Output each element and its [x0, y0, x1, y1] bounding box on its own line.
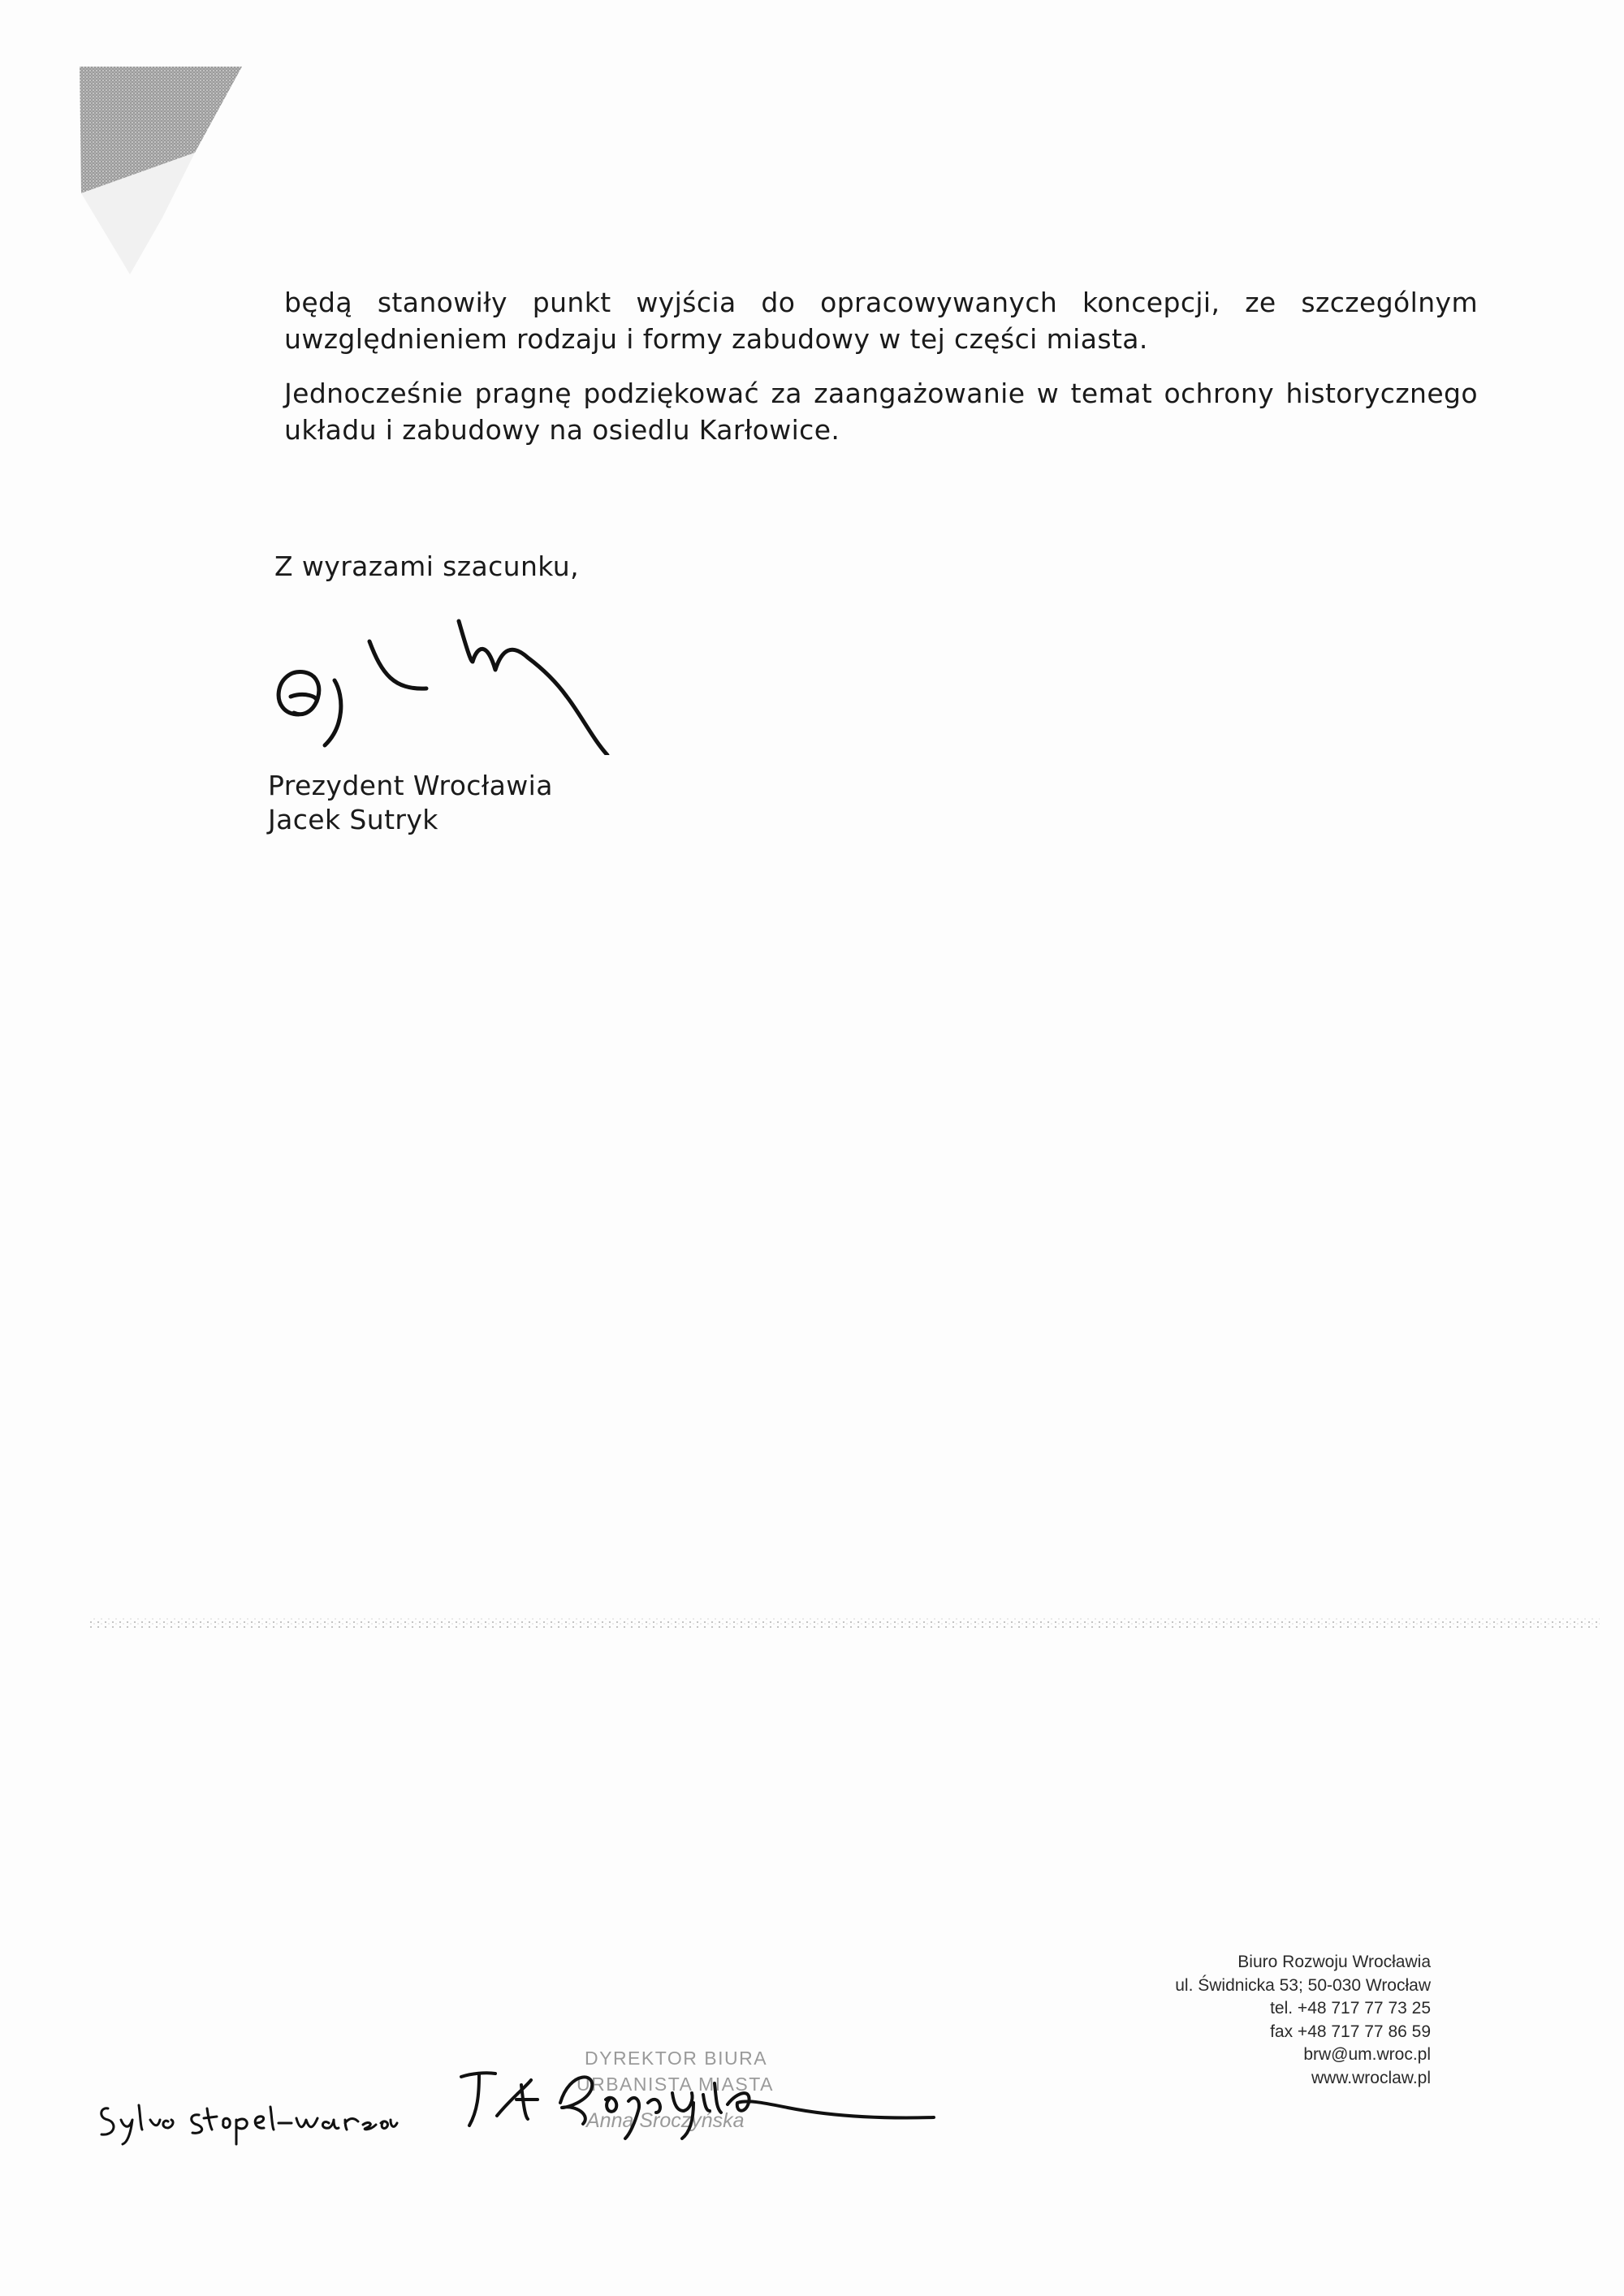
folded-corner-shadow: [73, 63, 244, 291]
handwritten-name-signature: [93, 2091, 402, 2147]
stamp-title: DYREKTOR BIURA: [585, 2048, 768, 2069]
closing-salutation: Z wyrazami szacunku,: [274, 550, 579, 582]
signatory-name: Jacek Sutryk: [268, 804, 438, 835]
scan-artifact-band: [89, 1616, 1600, 1630]
office-fax: fax +48 717 77 86 59: [1270, 2022, 1431, 2041]
body-paragraph-1: będą stanowiły punkt wyjścia do opracowywanych koncepcji, ze szczególnym uwzględnieniem rodzaju i formy zabudowy w tej części miasta.: [284, 287, 1478, 355]
president-signature: [260, 593, 666, 755]
office-phone: tel. +48 717 77 73 25: [1270, 1999, 1431, 2018]
body-paragraph-2: Jednocześnie pragnę podziękować za zaangażowanie w temat ochrony historycznego układu i zabudowy na osiedlu Karłowice.: [284, 378, 1478, 446]
stamp-name: Anna Sroczyńska: [586, 2109, 745, 2132]
director-signature: [447, 2054, 950, 2143]
office-website: www.wroclaw.pl: [1311, 2068, 1431, 2087]
office-email: brw@um.wroc.pl: [1303, 2045, 1431, 2064]
stamp-role: URBANISTA MIASTA: [577, 2074, 774, 2095]
office-contact-block: [1175, 1951, 1431, 2090]
office-name: Biuro Rozwoju Wrocławia: [1237, 1953, 1431, 1971]
signatory-block: [268, 769, 553, 837]
signatory-title: Prezydent Wrocławia: [268, 770, 553, 801]
office-address: ul. Świdnicka 53; 50-030 Wrocław: [1175, 1975, 1431, 1995]
